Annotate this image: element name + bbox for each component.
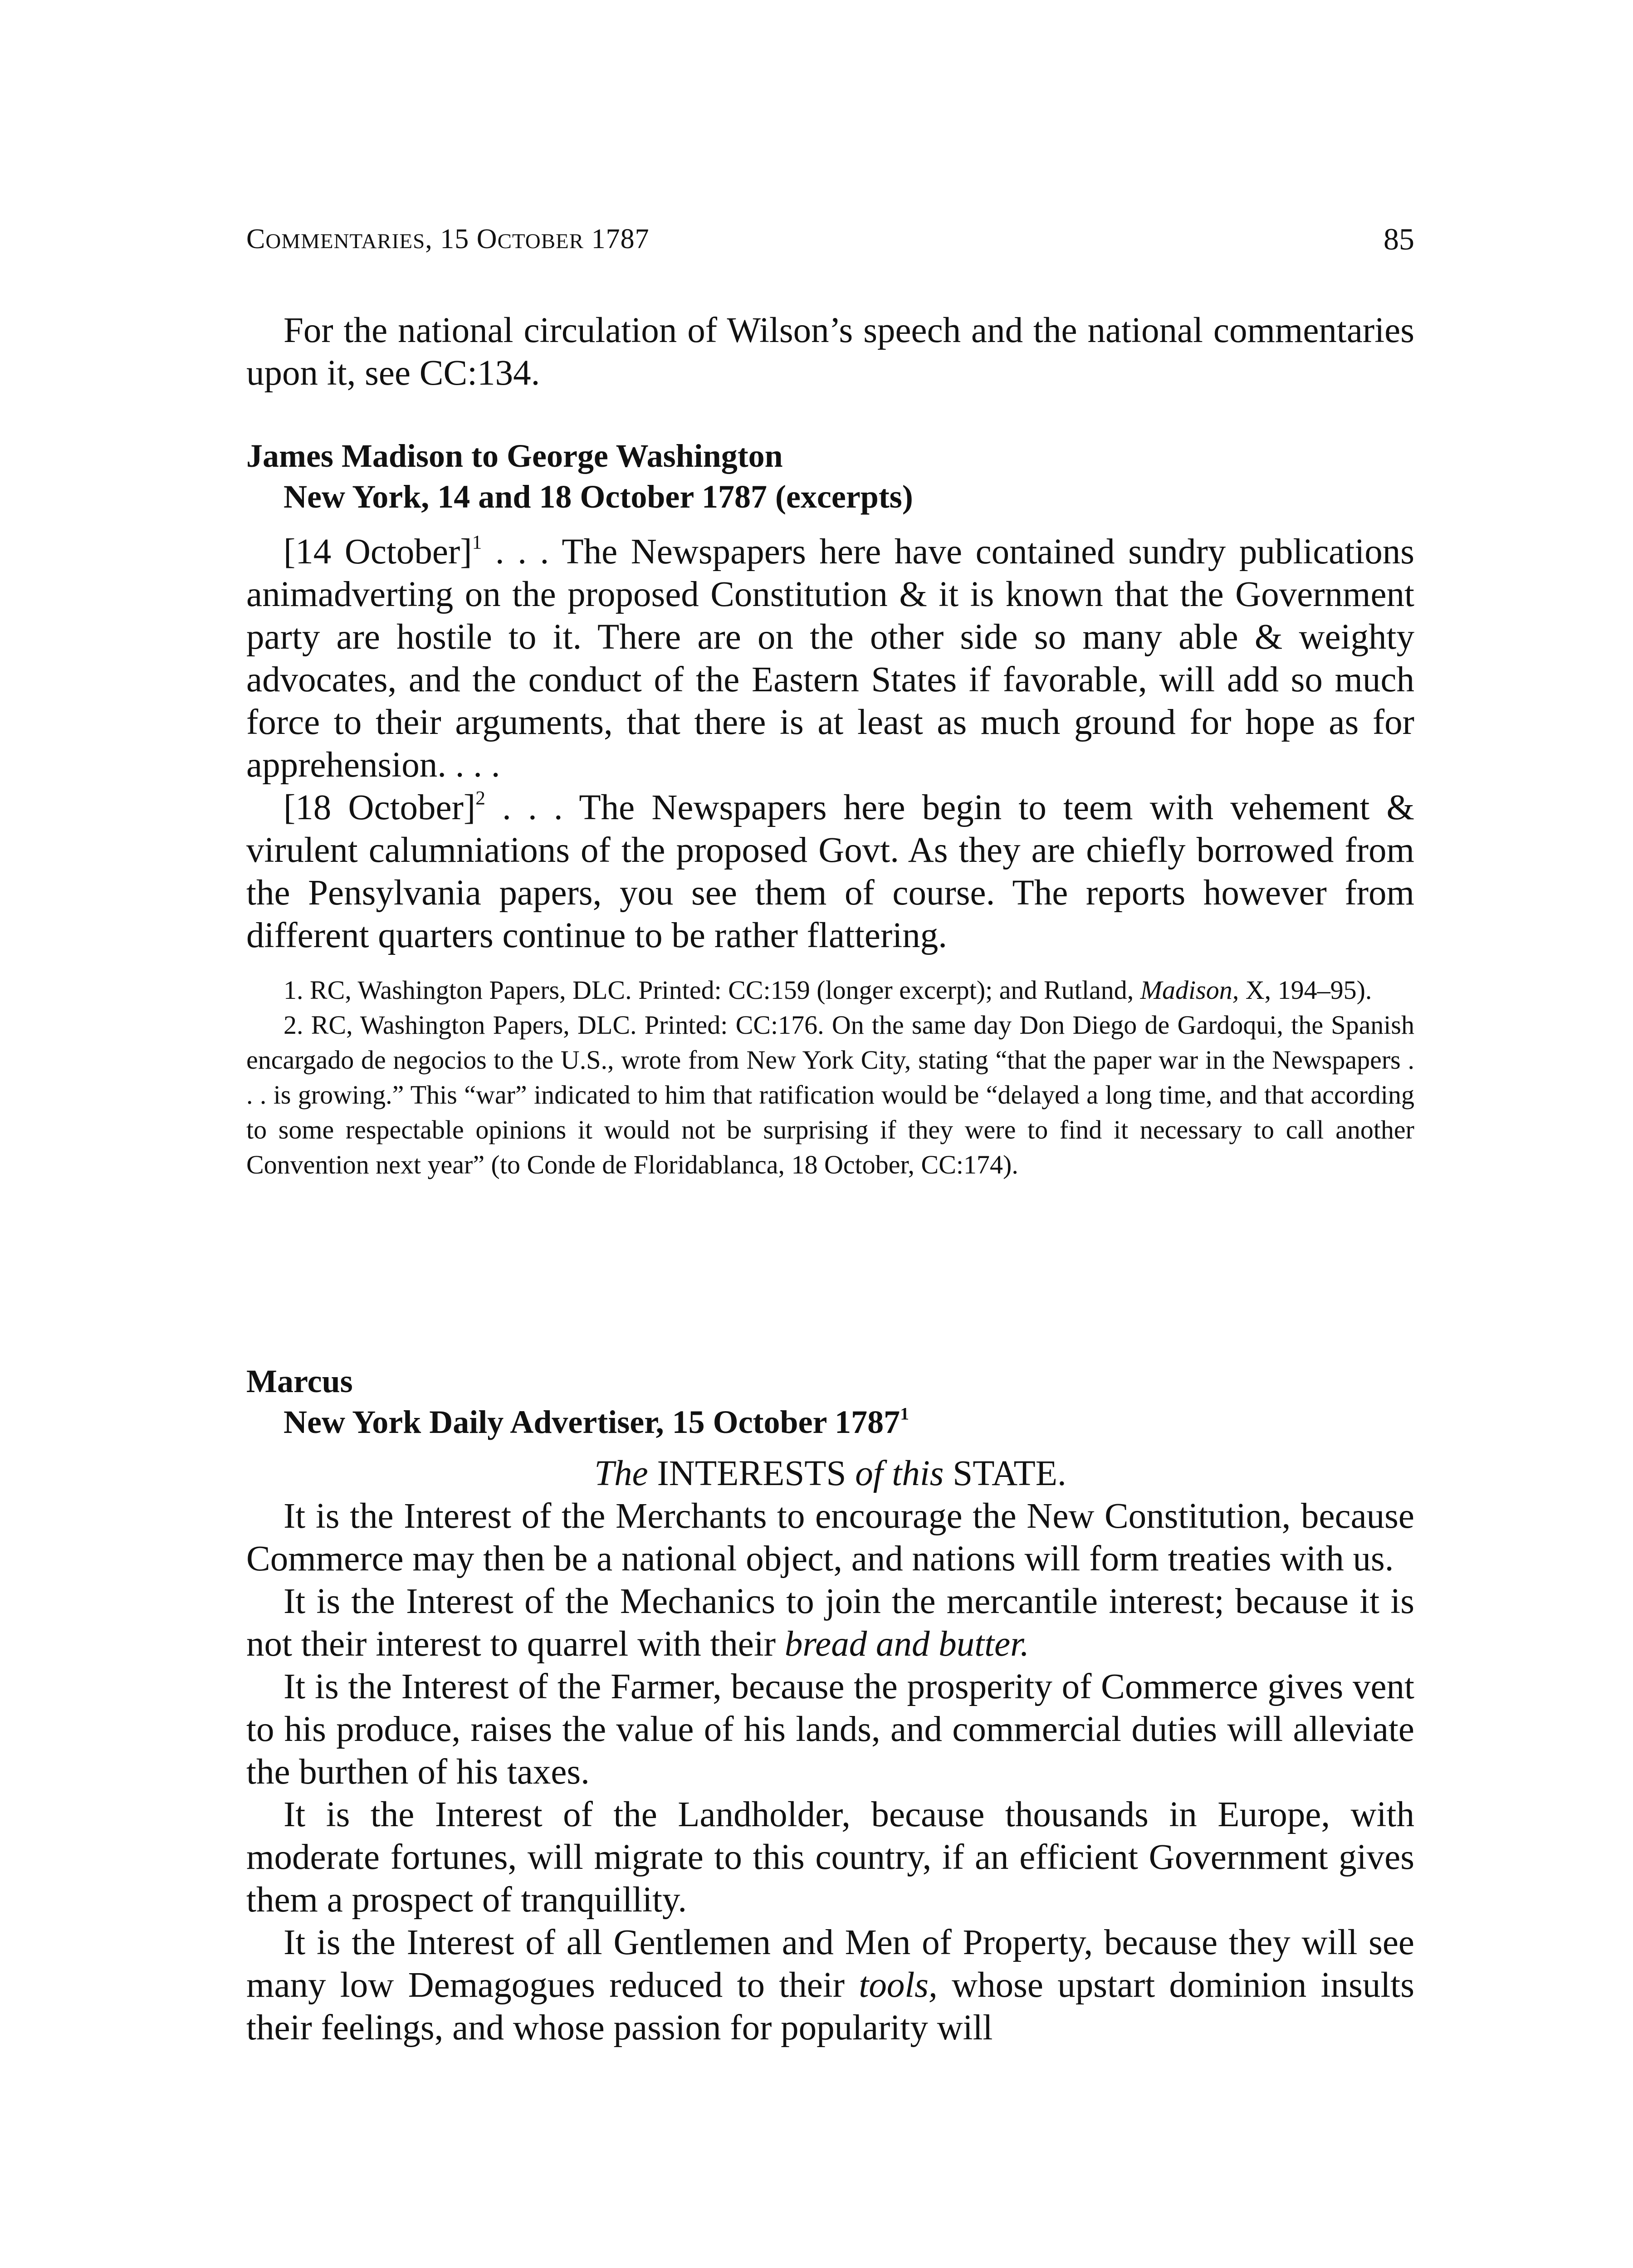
intro-block [246,309,1414,395]
running-head-year: 1787 [584,224,650,254]
marcus-para2-text: It is the Interest of the Mechanics to join the mercantile interest; because it is not their interest to quarrel with their [246,1582,1414,1664]
marcus-paragraph-3: It is the Interest of the Farmer, because the prosperity of Commerce gives vent to his produce, raises the value of his lands, and commercial duties will alleviate the burthen of his taxes. [246,1667,1414,1792]
subtitle-state: STATE. [944,1454,1066,1493]
marcus-subtitle [246,1452,1414,1495]
running-head [246,221,1414,257]
madison-footnote-2: 2. RC, Washington Papers, DLC. Printed: CC:176. On the same day Don Diego de Gardoqui, the Spanish encargado de negocios to the U.S., wrote from New York City, stating “that the paper war in the Newspapers . . . is growing.” This “war” indicated to him that ratification would be “delayed a long time, and that according to some respectable opinions it would not be surprising if they were to find it necessary to call another Convention next year” (to Conde de Floridablanca, 18 October, CC:174). [246,1010,1414,1179]
madison-para1-date: [14 October] [284,532,472,572]
running-head-smallcaps-2: CTOBER [497,230,584,253]
running-head-initial: C [246,224,266,254]
marcus-document [246,1361,1414,2049]
marcus-heading-source: New York Daily Advertiser, 15 October 1787 [284,1404,900,1440]
madison-footnote-1 [246,973,1414,1007]
madison-para2-text: . . . The Newspapers here begin to teem with vehement & virulent calumniations of the proposed Govt. As they are chiefly borrowed from the Pensylvania papers, you see them of course. The reports however from different quarters continue to be rather flattering. [246,788,1414,955]
running-head-smallcaps-1: OMMENTARIES [265,230,425,253]
madison-heading-line2: New York, 14 and 18 October 1787 (excerpts) [284,479,913,515]
marcus-paragraph-5 [246,1921,1414,2049]
madison-heading-line1: James Madison to George Washington [246,438,783,474]
intro-paragraph: For the national circulation of Wilson’s speech and the national commentaries upon it, see CC:134. [246,311,1414,393]
running-head-date: , 15 O [425,224,498,254]
subtitle-interests: INTERESTS [648,1454,856,1493]
marcus-heading-line2 [246,1402,1414,1442]
marcus-heading-line1: Marcus [246,1363,353,1399]
madison-letter [246,435,1414,1182]
marcus-para5-text-a: It is the Interest of all Gentlemen and Men of Property, because they will see many low Demagogues reduced to their [246,1923,1414,2005]
footnote-marker-2: 2 [475,787,485,809]
page-number: 85 [1384,222,1414,256]
madison-paragraph-1 [246,531,1414,787]
subtitle-of-this: of this [855,1454,944,1493]
running-head-title [246,221,650,259]
marcus-paragraph-2 [246,1580,1414,1666]
footnote1-text-b: X, 194–95). [1239,975,1372,1005]
footnote-marker-1: 1 [472,531,482,553]
marcus-paragraph-1: It is the Interest of the Merchants to encourage the New Constitution, because Commerce may then be a national object, and nations will form treaties with us. [246,1496,1414,1579]
marcus-para5-text-b: whose upstart dominion insults their feelings, and whose passion for popularity will [246,1965,1414,2048]
marcus-paragraph-4: It is the Interest of the Landholder, because thousands in Europe, with moderate fortunes, will migrate to this country, if an efficient Government gives them a prospect of tranquillity. [246,1795,1414,1920]
madison-paragraph-2 [246,787,1414,957]
madison-para2-date: [18 October] [284,788,476,827]
footnote1-italic: Madison, [1140,975,1239,1005]
footnote1-text-a: 1. RC, Washington Papers, DLC. Printed: CC:159 (longer excerpt); and Rutland, [284,975,1140,1005]
marcus-para2-italic: bread and butter. [784,1624,1029,1664]
marcus-para5-italic: tools, [859,1965,938,2005]
madison-para1-text: . . . The Newspapers here have contained sundry publications animadverting on the proposed Constitution & it is known that the Government party are hostile to it. There are on the other side so many able & weighty advocates, and the conduct of the Eastern States if favorable, will add so much force to their arguments, that there is at least as much ground for hope as for apprehension. . . . [246,532,1414,785]
marcus-footnote-marker: 1 [900,1403,909,1424]
subtitle-the: The [594,1454,648,1493]
